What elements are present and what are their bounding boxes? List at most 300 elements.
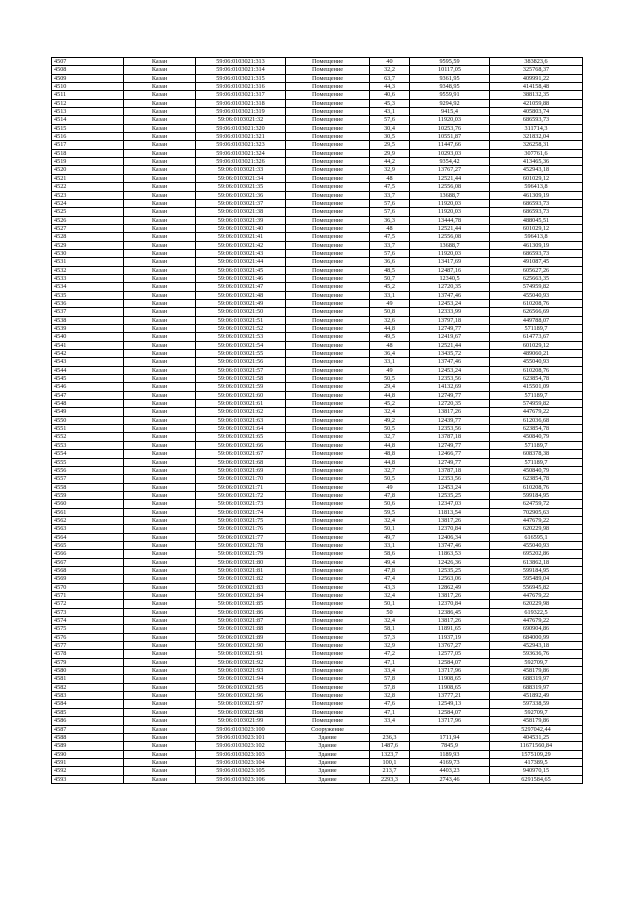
cadastral-value-cell: 404531,25 [490,733,583,741]
cadastral-number-cell: 59:06:0103021:36 [196,191,286,199]
row-number-cell: 4515 [52,124,124,132]
cadastral-value-cell: 612036,68 [490,416,583,424]
table-row [52,708,583,716]
cadastral-value-cell: 447679,22 [490,617,583,625]
unit-cost-cell: 4403,23 [410,767,490,775]
unit-cost-cell: 13688,7 [410,241,490,249]
object-type-cell: Помещение [286,441,370,449]
cadastral-value-cell: 447679,22 [490,592,583,600]
city-cell: Казан [124,375,196,383]
area-cell: 50,5 [370,425,410,433]
cadastral-value-cell: 571189,7 [490,391,583,399]
unit-cost-cell: 12353,56 [410,375,490,383]
table-row [52,650,583,658]
row-number-cell: 4531 [52,258,124,266]
row-number-cell: 4525 [52,208,124,216]
unit-cost-cell: 9354,42 [410,158,490,166]
row-number-cell: 4529 [52,241,124,249]
unit-cost-cell: 12521,44 [410,341,490,349]
table-row [52,416,583,424]
cadastral-value-cell: 623854,78 [490,475,583,483]
table-row [52,308,583,316]
row-number-cell: 4518 [52,149,124,157]
cadastral-number-cell: 59:06:0103021:55 [196,350,286,358]
object-type-cell: Помещение [286,416,370,424]
cadastral-number-cell: 59:06:0103021:84 [196,592,286,600]
row-number-cell: 4553 [52,441,124,449]
unit-cost-cell: 9361,95 [410,74,490,82]
cadastral-value-cell: 452943,18 [490,166,583,174]
city-cell: Казан [124,258,196,266]
cadastral-value-cell: 619322,5 [490,608,583,616]
unit-cost-cell: 9559,91 [410,91,490,99]
cadastral-value-cell: 452943,18 [490,642,583,650]
city-cell: Казан [124,350,196,358]
table-row [52,758,583,766]
object-type-cell: Помещение [286,91,370,99]
cadastral-number-cell: 59:06:0103021:98 [196,708,286,716]
area-cell: 32,4 [370,516,410,524]
cadastral-number-cell: 59:06:0103021:63 [196,416,286,424]
unit-cost-cell: 11813,54 [410,508,490,516]
unit-cost-cell: 12370,84 [410,525,490,533]
cadastral-number-cell: 59:06:0103021:39 [196,216,286,224]
cadastral-value-cell: 593636,76 [490,650,583,658]
row-number-cell: 4583 [52,692,124,700]
area-cell: 50 [370,608,410,616]
object-type-cell: Помещение [286,358,370,366]
unit-cost-cell: 12386,45 [410,608,490,616]
row-number-cell: 4538 [52,316,124,324]
cadastral-value-cell: 605627,26 [490,266,583,274]
table-row [52,600,583,608]
area-cell: 57,3 [370,633,410,641]
object-type-cell: Помещение [286,491,370,499]
cadastral-value-cell: 597338,59 [490,700,583,708]
cadastral-number-cell: 59:06:0103021:87 [196,617,286,625]
object-type-cell: Помещение [286,692,370,700]
cadastral-value-cell: 686593,73 [490,199,583,207]
table-row [52,541,583,549]
cadastral-value-cell: 421059,88 [490,99,583,107]
row-number-cell: 4537 [52,308,124,316]
cadastral-value-cell: 321832,04 [490,133,583,141]
area-cell: 48,8 [370,450,410,458]
table-row [52,441,583,449]
object-type-cell: Помещение [286,249,370,257]
cadastral-number-cell: 59:06:0103023:105 [196,767,286,775]
table-row [52,683,583,691]
table-row [52,583,583,591]
city-cell: Казан [124,199,196,207]
object-type-cell: Помещение [286,667,370,675]
area-cell: 1323,7 [370,750,410,758]
object-type-cell: Помещение [286,508,370,516]
city-cell: Казан [124,149,196,157]
area-cell: 32,7 [370,433,410,441]
cadastral-number-cell: 59:06:0103021:51 [196,316,286,324]
object-type-cell: Помещение [286,700,370,708]
cadastral-number-cell: 59:06:0103021:47 [196,283,286,291]
area-cell: 47,8 [370,491,410,499]
row-number-cell: 4590 [52,750,124,758]
city-cell: Казан [124,725,196,733]
row-number-cell: 4512 [52,99,124,107]
cadastral-value-cell: 599184,95 [490,491,583,499]
city-cell: Казан [124,174,196,182]
unit-cost-cell: 1189,93 [410,750,490,758]
cadastral-number-cell: 59:06:0103021:316 [196,83,286,91]
area-cell: 33,7 [370,191,410,199]
cadastral-number-cell: 59:06:0103023:103 [196,750,286,758]
city-cell: Казан [124,316,196,324]
cadastral-value-cell: 458179,86 [490,717,583,725]
cadastral-number-cell: 59:06:0103021:44 [196,258,286,266]
row-number-cell: 4539 [52,325,124,333]
table-row [52,483,583,491]
table-row [52,133,583,141]
cadastral-value-cell: 610208,76 [490,483,583,491]
object-type-cell: Помещение [286,650,370,658]
table-row [52,658,583,666]
unit-cost-cell: 12556,08 [410,233,490,241]
table-row [52,592,583,600]
object-type-cell: Помещение [286,333,370,341]
object-type-cell: Помещение [286,216,370,224]
row-number-cell: 4548 [52,400,124,408]
unit-cost-cell: 11447,66 [410,141,490,149]
city-cell: Казан [124,550,196,558]
row-number-cell: 4536 [52,299,124,307]
row-number-cell: 4582 [52,683,124,691]
unit-cost-cell: 13747,46 [410,541,490,549]
table-row [52,83,583,91]
table-row [52,633,583,641]
city-cell: Казан [124,158,196,166]
object-type-cell: Помещение [286,391,370,399]
area-cell: 49 [370,483,410,491]
cadastral-value-cell: 455040,93 [490,291,583,299]
unit-cost-cell: 12487,16 [410,266,490,274]
city-cell: Казан [124,775,196,783]
cadastral-value-cell: 383823,6 [490,58,583,66]
unit-cost-cell: 13797,18 [410,316,490,324]
city-cell: Казан [124,683,196,691]
city-cell: Казан [124,625,196,633]
cadastral-value-cell: 702905,63 [490,508,583,516]
row-number-cell: 4542 [52,350,124,358]
unit-cost-cell: 9415,4 [410,108,490,116]
table-row [52,458,583,466]
cadastral-value-cell: 574959,82 [490,283,583,291]
cadastral-value-cell: 616595,1 [490,533,583,541]
object-type-cell: Помещение [286,199,370,207]
area-cell: 57,6 [370,249,410,257]
unit-cost-cell: 12521,44 [410,174,490,182]
cadastral-value-cell: 405803,74 [490,108,583,116]
cadastral-value-cell: 686593,73 [490,249,583,257]
object-type-cell: Помещение [286,500,370,508]
unit-cost-cell: 13717,96 [410,717,490,725]
city-cell: Казан [124,425,196,433]
cadastral-value-cell: 11671560,84 [490,742,583,750]
unit-cost-cell: 12549,13 [410,700,490,708]
area-cell: 33,4 [370,717,410,725]
object-type-cell: Помещение [286,583,370,591]
row-number-cell: 4517 [52,141,124,149]
row-number-cell: 4589 [52,742,124,750]
city-cell: Казан [124,116,196,124]
unit-cost-cell: 12535,25 [410,491,490,499]
cadastral-number-cell: 59:06:0103021:35 [196,183,286,191]
cadastral-number-cell: 59:06:0103021:96 [196,692,286,700]
object-type-cell: Помещение [286,466,370,474]
table-row [52,500,583,508]
city-cell: Казан [124,291,196,299]
row-number-cell: 4550 [52,416,124,424]
table-row [52,266,583,274]
city-cell: Казан [124,667,196,675]
object-type-cell: Помещение [286,116,370,124]
cadastral-number-cell: 59:06:0103021:97 [196,700,286,708]
cadastral-value-cell: 624759,72 [490,500,583,508]
unit-cost-cell: 10117,05 [410,66,490,74]
city-cell: Казан [124,617,196,625]
city-cell: Казан [124,750,196,758]
unit-cost-cell: 11920,03 [410,116,490,124]
row-number-cell: 4530 [52,249,124,257]
area-cell: 33,1 [370,358,410,366]
area-cell: 59,5 [370,508,410,516]
city-cell: Казан [124,391,196,399]
cadastral-value-cell: 571189,7 [490,441,583,449]
unit-cost-cell: 10551,87 [410,133,490,141]
area-cell: 29,5 [370,141,410,149]
city-cell: Казан [124,533,196,541]
row-number-cell: 4581 [52,675,124,683]
cadastral-value-cell: 491087,45 [490,258,583,266]
area-cell: 58,6 [370,550,410,558]
area-cell: 63,7 [370,74,410,82]
cadastral-value-cell: 414158,48 [490,83,583,91]
table-row [52,350,583,358]
unit-cost-cell: 11891,65 [410,625,490,633]
unit-cost-cell: 14132,69 [410,383,490,391]
object-type-cell: Помещение [286,124,370,132]
table-row [52,274,583,282]
unit-cost-cell: 11937,19 [410,633,490,641]
cadastral-value-cell: 688319,97 [490,683,583,691]
table-row [52,383,583,391]
unit-cost-cell: 12453,24 [410,483,490,491]
area-cell: 47,5 [370,183,410,191]
cadastral-number-cell: 59:06:0103021:66 [196,441,286,449]
object-type-cell: Помещение [286,633,370,641]
row-number-cell: 4528 [52,233,124,241]
area-cell: 48 [370,341,410,349]
area-cell: 236,3 [370,733,410,741]
city-cell: Казан [124,733,196,741]
cadastral-value-cell: 623854,78 [490,375,583,383]
cadastral-number-cell: 59:06:0103023:101 [196,733,286,741]
table-row [52,775,583,783]
city-cell: Казан [124,458,196,466]
cadastral-number-cell: 59:06:0103021:313 [196,58,286,66]
area-cell: 213,7 [370,767,410,775]
row-number-cell: 4524 [52,199,124,207]
unit-cost-cell: 12556,08 [410,183,490,191]
row-number-cell: 4570 [52,583,124,591]
city-cell: Казан [124,308,196,316]
cadastral-number-cell: 59:06:0103021:64 [196,425,286,433]
row-number-cell: 4552 [52,433,124,441]
city-cell: Казан [124,224,196,232]
unit-cost-cell: 9348,95 [410,83,490,91]
row-number-cell: 4555 [52,458,124,466]
object-type-cell: Помещение [286,475,370,483]
table-row [52,366,583,374]
table-row [52,550,583,558]
cadastral-value-cell: 686593,73 [490,208,583,216]
cadastral-number-cell: 59:06:0103021:321 [196,133,286,141]
area-cell: 44,8 [370,391,410,399]
area-cell: 45,2 [370,283,410,291]
cadastral-number-cell: 59:06:0103021:49 [196,299,286,307]
table-row [52,149,583,157]
area-cell: 43,1 [370,108,410,116]
table-row [52,675,583,683]
cadastral-number-cell: 59:06:0103021:88 [196,625,286,633]
cadastral-number-cell: 59:06:0103021:94 [196,675,286,683]
cadastral-number-cell: 59:06:0103021:68 [196,458,286,466]
object-type-cell: Помещение [286,675,370,683]
table-row [52,566,583,574]
table-row [52,74,583,82]
table-row [52,183,583,191]
cadastral-number-cell: 59:06:0103021:73 [196,500,286,508]
city-cell: Казан [124,708,196,716]
area-cell: 32,9 [370,642,410,650]
row-number-cell: 4543 [52,358,124,366]
cadastral-number-cell: 59:06:0103023:106 [196,775,286,783]
cadastral-value-cell: 447679,22 [490,516,583,524]
unit-cost-cell: 13747,46 [410,291,490,299]
area-cell: 58,1 [370,625,410,633]
area-cell: 47,1 [370,708,410,716]
unit-cost-cell: 9595,59 [410,58,490,66]
table-row [52,692,583,700]
city-cell: Казан [124,124,196,132]
city-cell: Казан [124,383,196,391]
unit-cost-cell: 9294,92 [410,99,490,107]
cadastral-number-cell: 59:06:0103021:62 [196,408,286,416]
area-cell: 44,3 [370,83,410,91]
cadastral-number-cell: 59:06:0103021:83 [196,583,286,591]
city-cell: Казан [124,700,196,708]
cadastral-value-cell: 596413,8 [490,233,583,241]
object-type-cell: Помещение [286,550,370,558]
row-number-cell: 4508 [52,66,124,74]
city-cell: Казан [124,99,196,107]
cadastral-value-cell: 311714,3 [490,124,583,132]
unit-cost-cell: 13817,26 [410,516,490,524]
cadastral-number-cell: 59:06:0103021:74 [196,508,286,516]
table-row [52,341,583,349]
area-cell: 32,4 [370,617,410,625]
area-cell: 33,7 [370,241,410,249]
table-row [52,166,583,174]
table-row [52,391,583,399]
cadastral-number-cell: 59:06:0103021:320 [196,124,286,132]
cadastral-number-cell: 59:06:0103021:57 [196,366,286,374]
cadastral-value-cell: 489060,21 [490,350,583,358]
unit-cost-cell: 12749,77 [410,325,490,333]
unit-cost-cell: 12862,49 [410,583,490,591]
cadastral-number-cell: 59:06:0103021:43 [196,249,286,257]
area-cell: 49,5 [370,333,410,341]
area-cell: 44,8 [370,458,410,466]
object-type-cell: Помещение [286,541,370,549]
area-cell: 36,4 [370,350,410,358]
row-number-cell: 4527 [52,224,124,232]
cadastral-number-cell: 59:06:0103021:76 [196,525,286,533]
row-number-cell: 4568 [52,566,124,574]
row-number-cell: 4591 [52,758,124,766]
unit-cost-cell: 12353,56 [410,475,490,483]
object-type-cell: Помещение [286,516,370,524]
city-cell: Казан [124,74,196,82]
unit-cost-cell: 12720,35 [410,283,490,291]
table-row [52,742,583,750]
area-cell: 47,2 [370,650,410,658]
city-cell: Казан [124,416,196,424]
cadastral-number-cell: 59:06:0103021:314 [196,66,286,74]
area-cell: 50,7 [370,274,410,282]
object-type-cell: Помещение [286,625,370,633]
row-number-cell: 4584 [52,700,124,708]
object-type-cell: Помещение [286,558,370,566]
row-number-cell: 4592 [52,767,124,775]
area-cell: 36,3 [370,216,410,224]
object-type-cell: Здание [286,758,370,766]
table-row [52,750,583,758]
cadastral-value-cell: 571189,7 [490,458,583,466]
row-number-cell: 4532 [52,266,124,274]
table-row [52,375,583,383]
city-cell: Казан [124,408,196,416]
unit-cost-cell: 1711,94 [410,733,490,741]
city-cell: Казан [124,650,196,658]
area-cell: 57,8 [370,683,410,691]
cadastral-number-cell: 59:06:0103021:41 [196,233,286,241]
row-number-cell: 4576 [52,633,124,641]
table-row [52,108,583,116]
cadastral-number-cell: 59:06:0103021:99 [196,717,286,725]
object-type-cell: Помещение [286,408,370,416]
cadastral-value-cell: 388132,35 [490,91,583,99]
cadastral-number-cell: 59:06:0103021:42 [196,241,286,249]
table-row [52,466,583,474]
row-number-cell: 4521 [52,174,124,182]
table-row [52,625,583,633]
row-number-cell: 4578 [52,650,124,658]
table-body [52,58,583,784]
table-row [52,325,583,333]
row-number-cell: 4551 [52,425,124,433]
cadastral-number-cell: 59:06:0103021:53 [196,333,286,341]
area-cell: 47,6 [370,700,410,708]
city-cell: Казан [124,191,196,199]
